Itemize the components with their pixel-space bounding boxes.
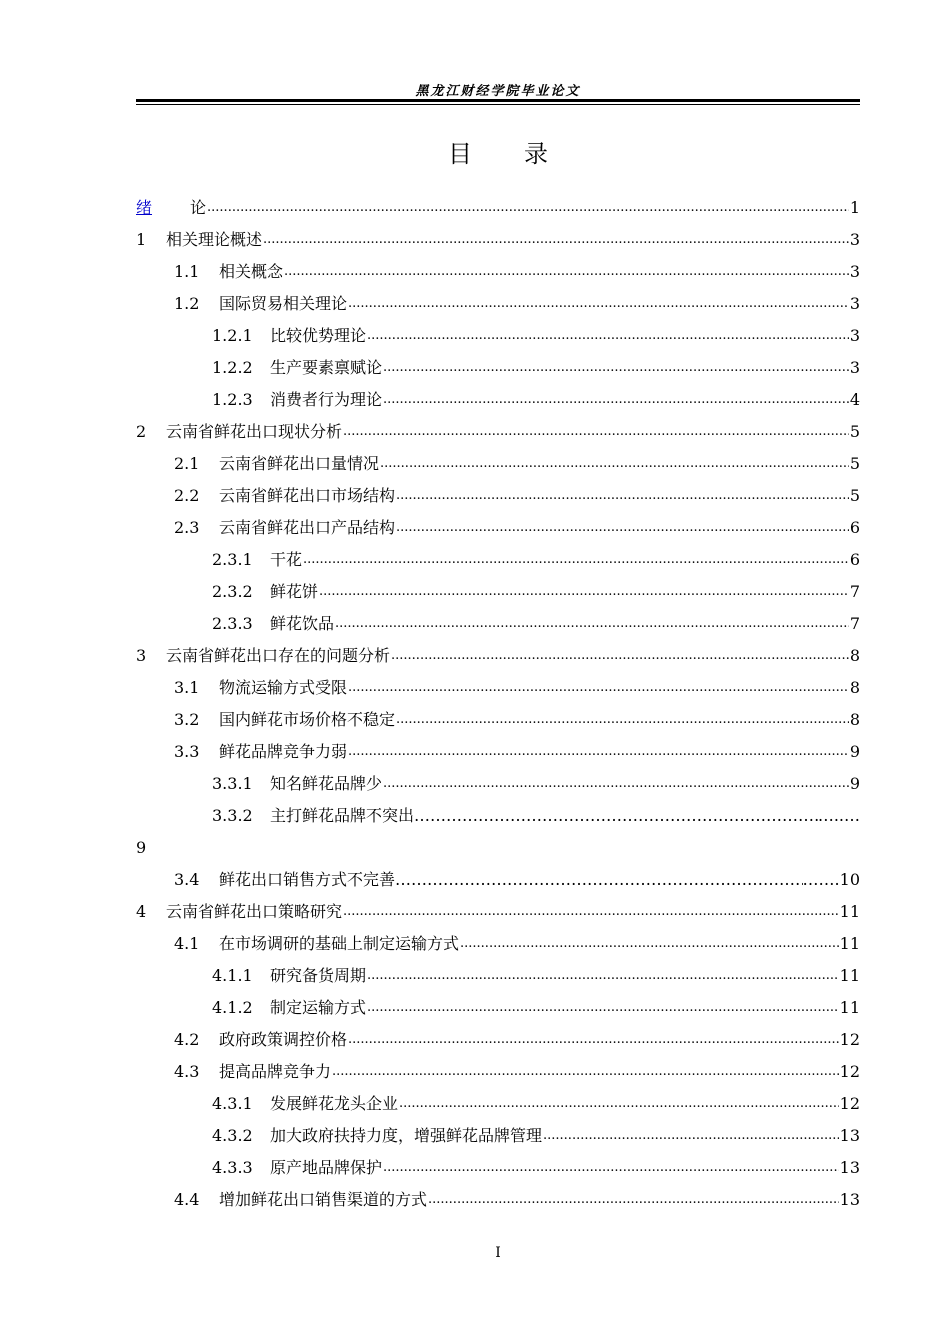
dot-leader [284, 262, 849, 282]
toc-entry-title: 生产要素禀赋论 [270, 358, 383, 377]
toc-entry-title: 云南省鲜花出口策略研究 [166, 902, 343, 921]
toc-entry-number: 2.3.3 [212, 614, 253, 633]
toc-entry-number: 1.2 [174, 294, 200, 313]
toc-entry-number: 3.4 [174, 870, 200, 889]
page-title [136, 134, 860, 169]
toc-entry-title: 政府政策调控价格 [219, 1030, 348, 1049]
toc-entry-page: 5 [849, 454, 860, 473]
toc-entry-title: 相关概念 [219, 262, 284, 281]
toc-entry-title: 云南省鲜花出口量情况 [219, 454, 380, 473]
toc-entry-number: 4.3 [174, 1062, 200, 1081]
toc-entry-page: 5 [849, 486, 860, 505]
toc-entry[interactable] [174, 1056, 860, 1082]
toc-entry-number: 4.3.2 [212, 1126, 253, 1145]
dot-leader [367, 998, 839, 1018]
toc-entry[interactable] [136, 224, 860, 250]
toc-entry-title: 比较优势理论 [270, 326, 367, 345]
toc-entry-title: 在市场调研的基础上制定运输方式 [219, 934, 460, 953]
dot-leader [348, 678, 849, 698]
toc-entry-title-second: 论 [190, 198, 207, 217]
toc-entry[interactable] [212, 544, 860, 570]
toc-entry-page: 11 [839, 902, 860, 921]
toc-entry-title: 研究备货周期 [270, 966, 367, 985]
toc-entry-page: 4 [849, 390, 860, 409]
toc-entry-page: 3 [849, 294, 860, 313]
dot-leader [367, 326, 849, 346]
toc-entry[interactable] [174, 704, 860, 730]
toc-entry-page: 8 [849, 710, 860, 729]
header-rule-thick [136, 99, 860, 102]
toc-entry-title: 国际贸易相关理论 [219, 294, 348, 313]
title-char-2: 录 [524, 140, 548, 168]
toc-entry-wrapped-page: 9 [136, 838, 147, 857]
toc-entry-number: 3.2 [174, 710, 200, 729]
toc-entry-number: 1.2.1 [212, 326, 253, 345]
toc-entry-number: 4.1.2 [212, 998, 253, 1017]
toc-entry-page: 7 [849, 582, 860, 601]
toc-entry[interactable] [212, 768, 860, 794]
toc-entry-page: 12 [839, 1030, 860, 1049]
toc-entry-title: 鲜花品牌竞争力弱 [219, 742, 348, 761]
toc-entry-number: 4 [136, 902, 147, 921]
toc-entry-title: 发展鲜花龙头企业 [270, 1094, 399, 1113]
toc-entry-title: 鲜花饮品 [270, 614, 335, 633]
dot-leader [395, 870, 803, 890]
toc-entry-number: 4.2 [174, 1030, 200, 1049]
toc-entry-number: 3.3.1 [212, 774, 253, 793]
toc-entry-number: 4.1 [174, 934, 200, 953]
toc-entry-title: 鲜花饼 [270, 582, 319, 601]
toc-entry-page: 13 [839, 1190, 860, 1209]
toc-entry-title: 提高品牌竞争力 [219, 1062, 332, 1081]
toc-entry[interactable] [212, 576, 860, 602]
toc-entry-title: 云南省鲜花出口市场结构 [219, 486, 396, 505]
dot-leader [263, 230, 849, 250]
dot-leader [396, 710, 849, 730]
dot-leader [335, 614, 849, 634]
toc-entry[interactable] [212, 1088, 860, 1114]
toc-entry[interactable] [174, 1184, 860, 1210]
toc-entry-page: 3 [849, 230, 860, 249]
dot-leader [383, 390, 849, 410]
toc-entry-number: 3 [136, 646, 147, 665]
toc-entry-page: 13 [839, 1126, 860, 1145]
dot-leader [428, 1190, 839, 1210]
dot-leader [399, 1094, 839, 1114]
dot-leader [391, 646, 849, 666]
toc-entry-page: …….10 [802, 870, 860, 889]
toc-entry-number: 1.2.3 [212, 390, 253, 409]
toc-entry-number: 4.4 [174, 1190, 200, 1209]
toc-entry-page: 9 [849, 774, 860, 793]
toc-entry[interactable] [174, 288, 860, 314]
dot-leader [367, 966, 839, 986]
dot-leader [348, 742, 849, 762]
dot-leader [383, 358, 849, 378]
header-rule-thin [136, 104, 860, 105]
toc-entry[interactable] [136, 192, 860, 218]
toc-entry-title: 制定运输方式 [270, 998, 367, 1017]
toc-entry-page: 6 [849, 518, 860, 537]
toc-entry[interactable] [136, 416, 860, 442]
toc-entry-page: 6 [849, 550, 860, 569]
toc-entry-number: 2 [136, 422, 147, 441]
toc-entry-title: 物流运输方式受限 [219, 678, 348, 697]
toc-entry[interactable] [212, 384, 860, 410]
toc-entry-page: 3 [849, 326, 860, 345]
toc-entry-number: 4.1.1 [212, 966, 253, 985]
toc-entry-number: 2.3.2 [212, 582, 253, 601]
dot-leader [207, 198, 849, 218]
toc-entry-title: 干花 [270, 550, 303, 569]
dot-leader [380, 454, 849, 474]
toc-entry-number: 4.3.3 [212, 1158, 253, 1177]
toc-entry-page: 3 [849, 262, 860, 281]
toc-entry-title: 云南省鲜花出口现状分析 [166, 422, 343, 441]
toc-entry-title: 加大政府扶持力度，增强鲜花品牌管理 [270, 1126, 543, 1145]
toc-entry-title: 原产地品牌保护 [270, 1158, 383, 1177]
toc-entry[interactable] [174, 512, 860, 538]
toc-entry[interactable] [174, 672, 860, 698]
toc-entry-number: 3.1 [174, 678, 200, 697]
toc-entry[interactable] [212, 1120, 860, 1146]
dot-leader [383, 1158, 839, 1178]
toc-entry-number: 2.3 [174, 518, 200, 537]
toc-entry-number: 1.1 [174, 262, 200, 281]
dot-leader [348, 1030, 839, 1050]
toc-entry[interactable] [212, 320, 860, 346]
toc-entry-number: 3.3.2 [212, 806, 253, 825]
toc-entry-page: 12 [839, 1062, 860, 1081]
toc-entry-title: 消费者行为理论 [270, 390, 383, 409]
toc-entry-title: 国内鲜花市场价格不稳定 [219, 710, 396, 729]
page-number: I [495, 1245, 501, 1261]
toc-entry-title: 主打鲜花品牌不突出 [270, 806, 415, 825]
dot-leader [303, 550, 849, 570]
toc-entry[interactable] [174, 864, 860, 890]
toc-entry-page: 7 [849, 614, 860, 633]
toc-entry-page: 13 [839, 1158, 860, 1177]
dot-leader [383, 774, 849, 794]
toc-entry-page: 9 [849, 742, 860, 761]
toc-entry[interactable] [174, 736, 860, 762]
toc-entry-title: 知名鲜花品牌少 [270, 774, 383, 793]
toc-entry-title: 云南省鲜花出口产品结构 [219, 518, 396, 537]
dot-leader [543, 1126, 839, 1146]
toc-entry-title: 增加鲜花出口销售渠道的方式 [219, 1190, 428, 1209]
toc-entry[interactable] [174, 256, 860, 282]
toc-entry[interactable] [212, 1152, 860, 1178]
dot-leader [348, 294, 849, 314]
toc-entry-page: 8 [849, 678, 860, 697]
dot-leader [414, 806, 818, 826]
toc-entry-number: 3.3 [174, 742, 200, 761]
running-header: 黑龙江财经学院毕业论文 [415, 84, 581, 99]
toc-entry-number: 4.3.1 [212, 1094, 253, 1113]
dot-leader [343, 422, 849, 442]
toc-entry[interactable] [212, 800, 860, 826]
toc-entry-number: 2.3.1 [212, 550, 253, 569]
toc-entry-page: 8 [849, 646, 860, 665]
title-char-1: 目 [448, 140, 472, 168]
toc-entry-page: 11 [839, 934, 860, 953]
dot-leader [343, 902, 839, 922]
toc-entry-page: 11 [839, 998, 860, 1017]
toc-entry-title: 相关理论概述 [166, 230, 263, 249]
toc-entry-page: …..… [817, 806, 860, 825]
toc-entry[interactable] [212, 992, 860, 1018]
toc-entry-number: 2.1 [174, 454, 200, 473]
toc-entry[interactable] [136, 640, 860, 666]
dot-leader [460, 934, 839, 954]
toc-entry[interactable] [174, 1024, 860, 1050]
toc-entry-page: 3 [849, 358, 860, 377]
toc-entry-page: 5 [849, 422, 860, 441]
dot-leader [396, 486, 849, 506]
toc-entry-page: 1 [849, 198, 860, 217]
toc-entry-number: 2.2 [174, 486, 200, 505]
dot-leader [332, 1062, 839, 1082]
toc-entry-page: 11 [839, 966, 860, 985]
toc-entry[interactable] [174, 480, 860, 506]
toc-entry-title[interactable]: 绪 [136, 198, 153, 217]
toc-entry[interactable] [212, 608, 860, 634]
toc-entry[interactable] [212, 960, 860, 986]
toc-entry-page: 12 [839, 1094, 860, 1113]
toc-entry-number: 1 [136, 230, 147, 249]
toc-entry-number: 1.2.2 [212, 358, 253, 377]
dot-leader [319, 582, 849, 602]
toc-entry[interactable] [174, 928, 860, 954]
toc-entry-title: 鲜花出口销售方式不完善 [219, 870, 396, 889]
toc-entry[interactable] [174, 448, 860, 474]
dot-leader [396, 518, 849, 538]
toc-entry-title: 云南省鲜花出口存在的问题分析 [166, 646, 391, 665]
toc-entry[interactable] [136, 896, 860, 922]
toc-entry[interactable] [212, 352, 860, 378]
